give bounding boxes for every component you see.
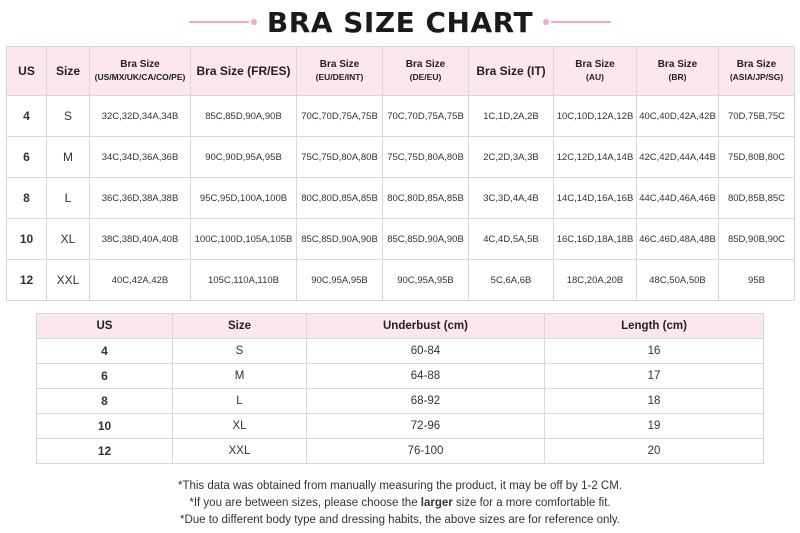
column-header xyxy=(469,47,554,96)
bra-size-cell: 85C,85D,90A,90B xyxy=(383,219,469,260)
table-row xyxy=(7,137,795,178)
column-header-label: Bra Size xyxy=(657,59,698,70)
column-header-label: Bra Size xyxy=(736,59,777,70)
us-size-cell: 4 xyxy=(7,96,47,137)
measurement-table xyxy=(36,313,764,464)
bra-size-conversion-table xyxy=(6,46,795,301)
table-row xyxy=(7,219,795,260)
bra-size-cell: 100C,100D,105A,105B xyxy=(191,219,297,260)
us-size-cell: 12 xyxy=(7,260,47,301)
us-size-cell: 10 xyxy=(37,414,173,439)
column-header-label: Bra Size (FR/ES) xyxy=(196,63,291,78)
table-header-row xyxy=(37,314,764,339)
us-size-cell: 8 xyxy=(37,389,173,414)
us-size-cell: 10 xyxy=(7,219,47,260)
bra-size-cell: 12C,12D,14A,14B xyxy=(554,137,637,178)
footnote-3: *Due to different body type and dressing habits, the above sizes are for reference only. xyxy=(179,514,621,526)
column-header-label: Bra Size (IT) xyxy=(476,63,546,78)
column-header: Size xyxy=(173,314,307,339)
bra-size-cell: 48C,50A,50B xyxy=(637,260,719,301)
size-cell: XXL xyxy=(47,260,90,301)
bra-size-cell: 90C,90D,95A,95B xyxy=(191,137,297,178)
table-header-row xyxy=(7,47,795,96)
title-decoration-right xyxy=(551,21,611,23)
us-size-cell: 6 xyxy=(7,137,47,178)
bra-size-cell: 16C,16D,18A,18B xyxy=(554,219,637,260)
footnote-2-text: size for a more comfortable fit. xyxy=(452,497,611,509)
bra-size-cell: 80C,80D,85A,85B xyxy=(297,178,383,219)
table-row xyxy=(7,260,795,301)
bra-size-cell: 46C,46D,48A,48B xyxy=(637,219,719,260)
decoration-dot xyxy=(543,19,549,25)
column-header-label: Bra Size xyxy=(319,59,360,70)
column-header xyxy=(47,47,90,96)
column-header: Length (cm) xyxy=(545,314,764,339)
length-cell: 17 xyxy=(545,364,764,389)
column-header-sublabel: (DE/EU) xyxy=(409,72,442,82)
bra-size-cell: 14C,14D,16A,16B xyxy=(554,178,637,219)
us-size-cell: 12 xyxy=(37,439,173,464)
bra-size-cell: 4C,4D,5A,5B xyxy=(469,219,554,260)
underbust-cell: 68-92 xyxy=(307,389,545,414)
size-cell: L xyxy=(47,178,90,219)
bra-size-cell: 3C,3D,4A,4B xyxy=(469,178,554,219)
bra-size-cell: 44C,44D,46A,46B xyxy=(637,178,719,219)
title-decoration-left xyxy=(189,21,249,23)
bra-size-cell: 2C,2D,3A,3B xyxy=(469,137,554,178)
size-cell: S xyxy=(47,96,90,137)
bra-size-cell: 36C,36D,38A,38B xyxy=(90,178,191,219)
size-cell: XL xyxy=(173,414,307,439)
column-header xyxy=(90,47,191,96)
column-header-sublabel: (AU) xyxy=(586,72,604,82)
bra-size-cell: 40C,42A,42B xyxy=(90,260,191,301)
column-header xyxy=(719,47,795,96)
column-header xyxy=(297,47,383,96)
bra-size-cell: 1C,1D,2A,2B xyxy=(469,96,554,137)
title-bar xyxy=(0,0,800,44)
bra-size-cell: 85C,85D,90A,90B xyxy=(191,96,297,137)
us-size-cell: 6 xyxy=(37,364,173,389)
size-cell: M xyxy=(173,364,307,389)
column-header xyxy=(383,47,469,96)
size-cell: XXL xyxy=(173,439,307,464)
column-header-sublabel: (US/MX/UK/CA/CO/PE) xyxy=(94,72,186,82)
us-size-cell: 4 xyxy=(37,339,173,364)
bra-size-cell: 38C,38D,40A,40B xyxy=(90,219,191,260)
bra-size-cell: 42C,42D,44A,44B xyxy=(637,137,719,178)
column-header-label: Bra Size xyxy=(120,59,160,70)
bra-size-cell: 80C,80D,85A,85B xyxy=(383,178,469,219)
underbust-cell: 64-88 xyxy=(307,364,545,389)
column-header-sublabel: (BR) xyxy=(668,72,687,82)
table-row xyxy=(37,439,764,464)
column-header xyxy=(637,47,719,96)
footnote-2-text: *If you are between sizes, please choose the xyxy=(189,497,421,509)
bra-size-cell: 32C,32D,34A,34B xyxy=(90,96,191,137)
column-header-label: Bra Size xyxy=(405,59,446,70)
size-cell: XL xyxy=(47,219,90,260)
bra-size-cell: 75C,75D,80A,80B xyxy=(383,137,469,178)
bra-size-cell: 95B xyxy=(719,260,795,301)
column-header: Underbust (cm) xyxy=(307,314,545,339)
bra-size-cell: 90C,95A,95B xyxy=(383,260,469,301)
bra-size-cell: 95C,95D,100A,100B xyxy=(191,178,297,219)
length-cell: 16 xyxy=(545,339,764,364)
size-cell: L xyxy=(173,389,307,414)
footnote-2 xyxy=(0,495,800,512)
size-cell: M xyxy=(47,137,90,178)
table-row xyxy=(7,96,795,137)
underbust-cell: 76-100 xyxy=(307,439,545,464)
bra-size-cell: 70D,75B,75C xyxy=(719,96,795,137)
bra-size-cell: 18C,20A,20B xyxy=(554,260,637,301)
table-row xyxy=(37,414,764,439)
column-header-label: Bra Size xyxy=(575,59,615,70)
page-title: BRA SIZE CHART xyxy=(266,5,534,39)
footnote-2-emphasis: larger xyxy=(420,497,453,509)
column-header xyxy=(7,47,47,96)
size-cell: S xyxy=(173,339,307,364)
length-cell: 18 xyxy=(545,389,764,414)
footnote-1: *This data was obtained from manually measuring the product, it may be off by 1-2 CM. xyxy=(177,480,623,492)
length-cell: 19 xyxy=(545,414,764,439)
underbust-cell: 60-84 xyxy=(307,339,545,364)
column-header xyxy=(191,47,297,96)
table-row xyxy=(37,364,764,389)
column-header-sublabel: (ASIA/JP/SG) xyxy=(729,72,784,82)
bra-size-cell: 70C,70D,75A,75B xyxy=(297,96,383,137)
bra-size-cell: 34C,34D,36A,36B xyxy=(90,137,191,178)
decoration-dot xyxy=(251,19,257,25)
table-row xyxy=(37,339,764,364)
bra-size-cell: 85D,90B,90C xyxy=(719,219,795,260)
bra-size-cell: 80D,85B,85C xyxy=(719,178,795,219)
bra-size-cell: 40C,40D,42A,42B xyxy=(637,96,719,137)
bra-size-cell: 10C,10D,12A,12B xyxy=(554,96,637,137)
bra-size-cell: 105C,110A,110B xyxy=(191,260,297,301)
column-header-label: Size xyxy=(55,63,80,78)
column-header-label: US xyxy=(18,63,35,78)
table-row xyxy=(37,389,764,414)
length-cell: 20 xyxy=(545,439,764,464)
us-size-cell: 8 xyxy=(7,178,47,219)
bra-size-cell: 90C,95A,95B xyxy=(297,260,383,301)
footnotes xyxy=(0,478,800,529)
column-header-sublabel: (EU/DE/INT) xyxy=(315,72,364,82)
bra-size-cell: 75C,75D,80A,80B xyxy=(297,137,383,178)
column-header: US xyxy=(37,314,173,339)
underbust-cell: 72-96 xyxy=(307,414,545,439)
bra-size-cell: 70C,70D,75A,75B xyxy=(383,96,469,137)
bra-size-cell: 75D,80B,80C xyxy=(719,137,795,178)
bra-size-cell: 5C,6A,6B xyxy=(469,260,554,301)
column-header xyxy=(554,47,637,96)
table-row xyxy=(7,178,795,219)
bra-size-cell: 85C,85D,90A,90B xyxy=(297,219,383,260)
